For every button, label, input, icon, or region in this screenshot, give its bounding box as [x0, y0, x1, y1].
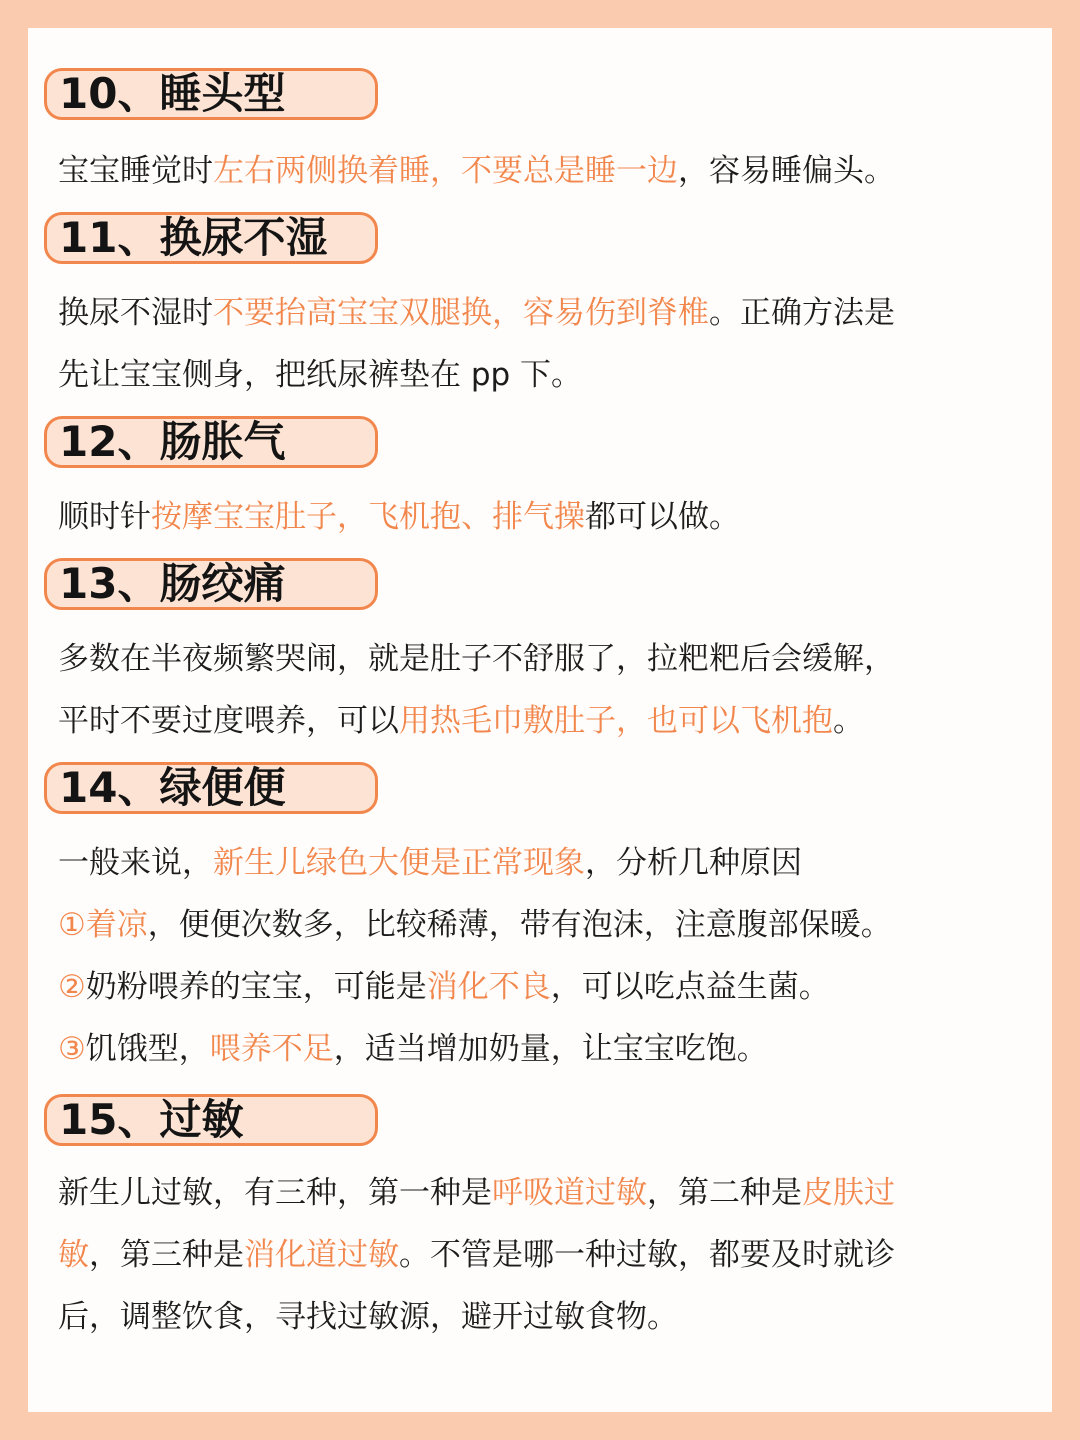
text-run: 先让宝宝侧身，把纸尿裤垫在 pp 下。: [58, 357, 583, 393]
text-line: [58, 140, 1038, 202]
section-heading-11: 11、换尿不湿: [44, 212, 378, 264]
text-run: 。正确方法是: [709, 295, 895, 331]
text-run: 平时不要过度喂养，可以: [58, 703, 399, 739]
section-heading-12: 12、肠胀气: [44, 416, 378, 468]
text-run: 一般来说，: [58, 845, 213, 881]
section-body-12: [58, 486, 1038, 548]
highlight-run: 喂养不足: [209, 1031, 334, 1067]
section-heading-13: 13、肠绞痛: [44, 558, 378, 610]
text-line: [58, 282, 1038, 344]
highlight-run: ①着凉: [58, 907, 148, 943]
text-run: 换尿不湿时: [58, 295, 213, 331]
text-run: ，便便次数多，比较稀薄，带有泡沫，注意腹部保暖。: [147, 907, 892, 943]
text-run: 。不管是哪一种过敏，都要及时就诊: [399, 1237, 895, 1273]
highlight-run: 不要抬高宝宝双腿换，容易伤到脊椎: [213, 295, 709, 331]
highlight-run: 皮肤过: [802, 1175, 895, 1211]
highlight-run: 消化不良: [426, 969, 551, 1005]
text-run: 新生儿过敏，有三种，第一种是: [58, 1175, 492, 1211]
highlight-run: ③: [58, 1031, 86, 1067]
highlight-run: 用热毛巾敷肚子，也可以飞机抱: [399, 703, 833, 739]
section-body-15: [58, 1162, 1038, 1348]
highlight-run: 左右两侧换着睡，不要总是睡一边: [213, 153, 678, 189]
text-line: [58, 832, 1038, 894]
text-run: ，分析几种原因: [585, 845, 802, 881]
text-line: [58, 1162, 1038, 1224]
highlight-run: ②: [58, 969, 86, 1005]
highlight-run: 呼吸道过敏: [492, 1175, 647, 1211]
text-line: [58, 894, 1038, 956]
section-body-10: [58, 140, 1038, 202]
section-heading-14: 14、绿便便: [44, 762, 378, 814]
text-line: [58, 956, 1038, 1018]
section-heading-10: 10、睡头型: [44, 68, 378, 120]
highlight-run: 敏: [58, 1237, 89, 1273]
text-line: [58, 1018, 1038, 1080]
text-line: [58, 1224, 1038, 1286]
text-run: 顺时针: [58, 499, 151, 535]
text-run: 。: [833, 703, 864, 739]
text-line: [58, 344, 1038, 406]
text-run: 后，调整饮食，寻找过敏源，避开过敏食物。: [58, 1299, 678, 1335]
highlight-run: 新生儿绿色大便是正常现象: [213, 845, 585, 881]
section-heading-15: 15、过敏: [44, 1094, 378, 1146]
section-body-11: [58, 282, 1038, 406]
text-run: 都可以做。: [585, 499, 740, 535]
text-run: 奶粉喂养的宝宝，可能是: [85, 969, 427, 1005]
highlight-run: 按摩宝宝肚子，飞机抱、排气操: [151, 499, 585, 535]
text-run: 多数在半夜频繁哭闹，就是肚子不舒服了，拉粑粑后会缓解，: [58, 641, 895, 677]
text-run: 宝宝睡觉时: [58, 153, 213, 189]
text-run: ，可以吃点益生菌。: [550, 969, 830, 1005]
text-run: ，适当增加奶量，让宝宝吃饱。: [333, 1031, 768, 1067]
text-line: [58, 628, 1038, 690]
section-body-14: [58, 832, 1038, 1080]
text-run: ，第三种是: [89, 1237, 244, 1273]
section-body-13: [58, 628, 1038, 752]
text-run: 饥饿型，: [85, 1031, 210, 1067]
text-line: [58, 486, 1038, 548]
text-run: ，第二种是: [647, 1175, 802, 1211]
text-run: ，容易睡偏头。: [678, 153, 895, 189]
highlight-run: 消化道过敏: [244, 1237, 399, 1273]
text-line: [58, 690, 1038, 752]
text-line: [58, 1286, 1038, 1348]
